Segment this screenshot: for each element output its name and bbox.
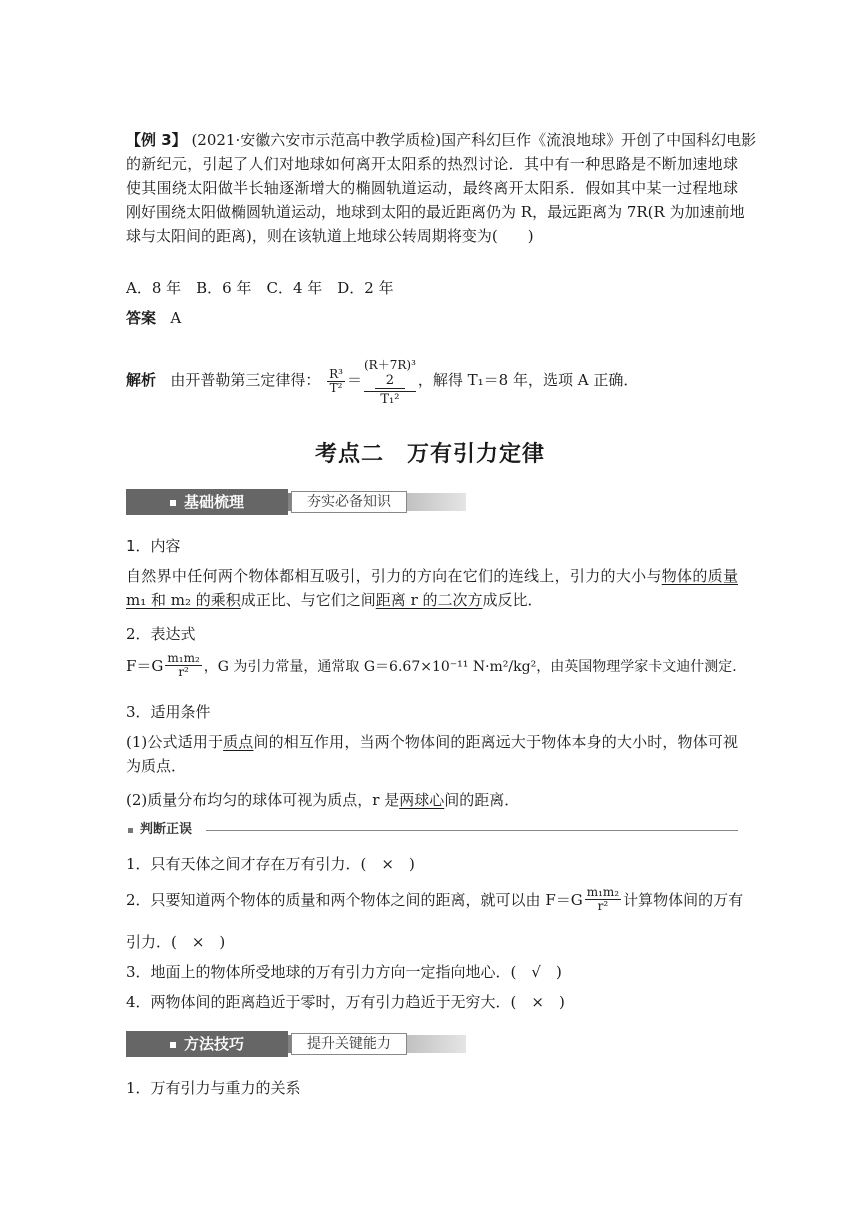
example-line-2: 的新纪元，引起了人们对地球如何离开太阳系的热烈讨论．其中有一种思路是不断加速地球 (126, 155, 738, 173)
banner-methods (126, 1031, 466, 1057)
underline-sphere-centers: 两球心 (399, 791, 445, 809)
example-source: (2021·安徽六安市示范高中教学质检) (191, 131, 442, 149)
answer-label: 答案 (126, 309, 157, 327)
content-underline-product: m₁ 和 m₂ 的乘积 (126, 591, 241, 609)
formula-description: ，G 为引力常量，通常取 G＝6.67×10⁻¹¹ N·m²/kg²，由英国物理学家卡文迪什测定． (203, 658, 747, 675)
content-text-b: 成正比、与它们之间 (240, 591, 376, 609)
kepler-right-fraction: (R＋7R)³ 2 T₁² (364, 358, 416, 407)
banner-subtitle: 夯实必备知识 (291, 491, 407, 513)
heading-gravity-relation: 1．万有引力与重力的关系 (126, 1079, 301, 1097)
judge-item-2: 2．只要知道两个物体的质量和两个物体之间的距离，就可以由 F＝G $\frac{\text{m₁m₂}}{\text{r²}}$ 计算物体间的万有 (126, 885, 744, 913)
condition-1: (1)公式适用于质点间的相互作用，当两个物体间的距离远大于物体本身的大小时，物体可视 为质点． (126, 733, 738, 775)
formula-prefix: F＝G (126, 657, 164, 675)
heading-conditions: 3．适用条件 (126, 703, 211, 721)
example-line-3: 使其围绕太阳做半长轴逐渐增大的椭圆轨道运动，最终离开太阳系．假如其中某一过程地球 (126, 179, 738, 197)
example-line-5: 球与太阳间的距离)，则在该轨道上地球公转周期将变为( ) (126, 227, 534, 245)
judge-heading: 判断正误 (126, 822, 738, 838)
square-icon (128, 828, 133, 833)
example-line-4: 刚好围绕太阳做椭圆轨道运动，地球到太阳的最近距离仍为 R，最远距离为 7R(R 为加速前地 (126, 203, 745, 221)
judge-formula-fraction: $\frac{\text{m₁m₂}}{\text{r²}}$ (586, 885, 620, 913)
condition-2: (2)质量分布均匀的球体可视为质点，r 是两球心间的距离． (126, 791, 520, 809)
example-line-1: 国产科幻巨作《流浪地球》开创了中国科幻电影 (441, 131, 757, 149)
analysis-intro: 由开普勒第三定律得： (170, 371, 321, 389)
content-underline-mass: 物体的质量 (661, 567, 738, 585)
formula-line (126, 651, 747, 692)
square-icon (170, 500, 176, 506)
banner-title: 方法技巧 (126, 1031, 288, 1057)
heading-expression: 2．表达式 (126, 625, 196, 643)
example-answer (126, 306, 738, 330)
divider (206, 830, 738, 831)
answer-value: A (170, 309, 182, 327)
content-underline-distance: 距离 r 的二次方 (375, 591, 483, 609)
section-title: 考点二 万有引力定律 (314, 442, 545, 467)
underline-point-mass: 质点 (223, 733, 254, 751)
kepler-left-fraction: $\frac{\text{R³}}{\text{T²}}$ (329, 366, 343, 395)
banner-title: 基础梳理 (126, 489, 288, 515)
example-tag: 【例 3】 (126, 131, 187, 149)
paragraph-content (126, 564, 738, 612)
judge-item-4: 4．两物体间的距离趋近于零时，万有引力趋近于无穷大．( × ) (126, 993, 565, 1011)
example-analysis (126, 342, 738, 407)
analysis-label: 解析 (126, 371, 157, 389)
judge-item-2-cont: 引力．( × ) (126, 933, 226, 951)
analysis-result: ，解得 T₁＝8 年，选项 A 正确． (417, 371, 639, 389)
content-text-c: 成反比． (482, 591, 543, 609)
square-icon (170, 1042, 176, 1048)
content-text-a: 自然界中任何两个物体都相互吸引，引力的方向在它们的连线上，引力的大小与 (126, 567, 662, 585)
kepler-equals: ＝ (346, 371, 362, 389)
example-problem (126, 128, 757, 248)
judge-item-1: 1．只有天体之间才存在万有引力．( × ) (126, 855, 415, 873)
judge-item-3: 3．地面上的物体所受地球的万有引力方向一定指向地心．( √ ) (126, 963, 562, 981)
heading-content: 1．内容 (126, 537, 181, 555)
banner-subtitle: 提升关键能力 (291, 1033, 407, 1055)
formula-fraction: $\frac{\text{m₁m₂}}{\text{r²}}$ (167, 651, 200, 679)
banner-basics (126, 489, 466, 515)
example-options: A．8 年 B．6 年 C．4 年 D．2 年 (126, 279, 394, 297)
